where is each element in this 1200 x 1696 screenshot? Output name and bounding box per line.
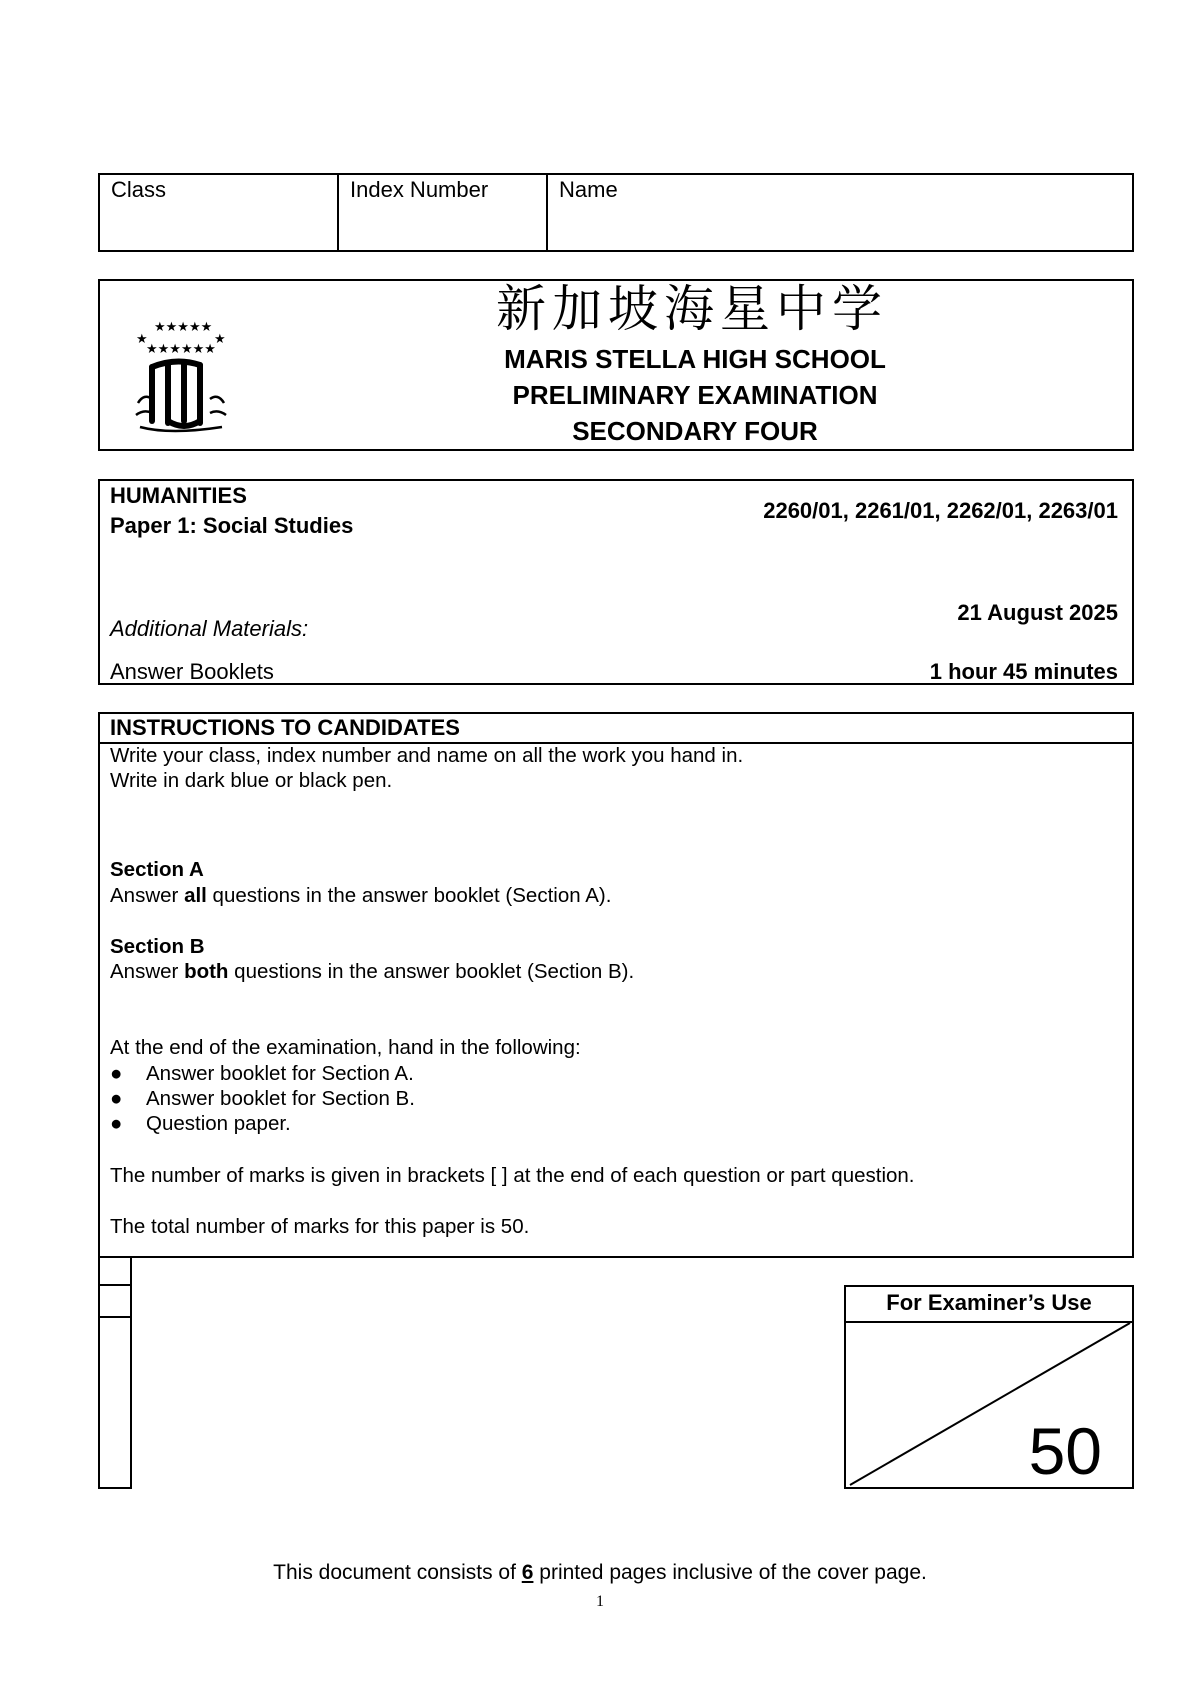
subject: HUMANITIES [110,483,247,508]
index-number-label: Index Number [350,177,489,202]
index-number-cell[interactable] [339,175,548,250]
additional-materials-label: Additional Materials: [110,616,309,641]
exam-level: SECONDARY FOUR [572,416,818,446]
paper-title: Paper 1: Social Studies [110,513,354,538]
svg-text:★★★★★: ★★★★★ [154,320,213,335]
instructions-heading: INSTRUCTIONS TO CANDIDATES [100,714,1132,744]
list-item: ● Answer booklet for Section A. [110,1062,414,1085]
chinese-school-name: 新加坡海星中学 [496,280,888,338]
exam-duration: 1 hour 45 minutes [929,659,1118,684]
school-name: MARIS STELLA HIGH SCHOOL [504,344,886,374]
class-label: Class [111,177,167,202]
examiner-use-heading: For Examiner’s Use [846,1287,1132,1323]
candidate-details-table [98,173,1134,252]
paper-codes: 2260/01, 2261/01, 2262/01, 2263/01 [763,498,1118,523]
bullet-icon: ● [110,1062,123,1085]
divider [100,1284,130,1286]
section-b-instruction: Answer both questions in the answer booklet (Section B). [110,960,635,983]
page-number: 1 [596,1593,604,1610]
marks-note: The number of marks is given in brackets [ ] at the end of each question or part question. [110,1164,915,1187]
section-a-instruction: Answer all questions in the answer booklet (Section A). [110,884,612,907]
class-cell[interactable] [100,175,339,250]
svg-text:★: ★ [214,332,226,347]
paper-info [98,479,1134,685]
school-crest-logo [130,317,232,435]
svg-text:★★★★★★: ★★★★★★ [146,342,216,357]
section-b-title: Section B [110,935,205,958]
divider [100,1316,130,1318]
bullet-icon: ● [110,1112,123,1135]
svg-text:★: ★ [136,332,148,347]
exam-date: 21 August 2025 [957,600,1118,625]
hand-in-intro: At the end of the examination, hand in the following: [110,1036,581,1059]
page-count: 6 [521,1561,534,1584]
instruction-line-2: Write in dark blue or black pen. [110,769,393,792]
list-item: ● Question paper. [110,1112,291,1135]
school-header [98,279,1134,451]
instructions-box [98,712,1134,1258]
page-count-note: This document consists of 6 printed pages inclusive of the cover page. [273,1561,927,1584]
total-marks: 50 [1028,1414,1102,1488]
instruction-line-1: Write your class, index number and name on all the work you hand in. [110,744,744,767]
margin-strip [98,1256,132,1489]
examiner-use-box [844,1285,1134,1489]
exam-name: PRELIMINARY EXAMINATION [512,380,878,410]
total-marks-note: The total number of marks for this paper is 50. [110,1215,530,1238]
name-cell[interactable] [548,175,1132,250]
section-a-title: Section A [110,858,204,881]
bullet-icon: ● [110,1087,123,1110]
additional-materials: Answer Booklets [110,659,274,684]
name-label: Name [559,177,618,202]
list-item: ● Answer booklet for Section B. [110,1087,415,1110]
